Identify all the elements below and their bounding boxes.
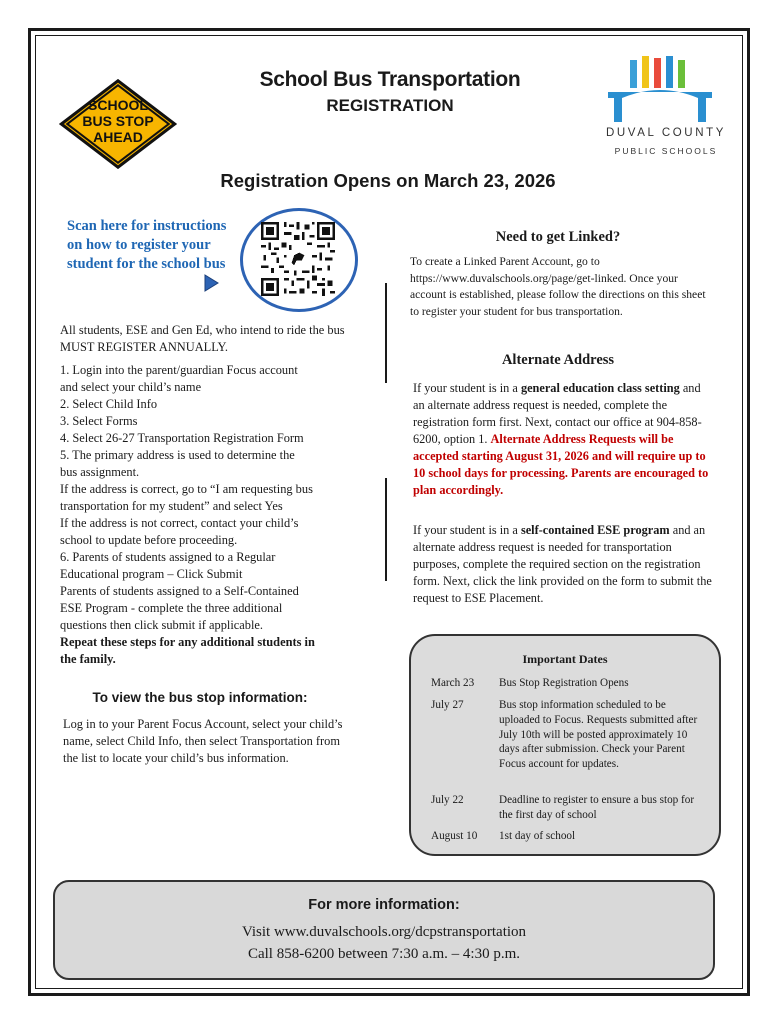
alternate-address-heading: Alternate Address <box>501 352 615 368</box>
scan-instructions-text: Scan here for instructions on how to register your student for the school bus <box>67 218 227 272</box>
alt-text-bold: general education class setting <box>520 381 680 395</box>
date-cell: August 10 <box>431 830 478 842</box>
date-cell: July 22 <box>431 794 464 806</box>
registration-steps-list <box>60 362 368 668</box>
step-line: 5. The primary address is used to determine the <box>60 448 295 462</box>
step-line: transportation for my student” and select Yes <box>60 499 283 513</box>
bus-stop-info-text: Log in to your Parent Focus Account, select your child’s name, select Child Info, then select Transportation from the list to locate your child’s bus information. <box>63 717 343 765</box>
step-line: and select your child’s name <box>60 380 202 394</box>
alt-text-pre: If your student is in a <box>413 381 521 395</box>
ese-text-post: and an alternate address request is needed for transportation purposes, complete the required section on the registration form. Next, click the link provided on the form to submit the request to ESE Placement. <box>413 523 712 605</box>
more-info-heading: For more information: <box>308 897 460 913</box>
logo-text-county: DUVAL COUNTY <box>605 127 727 139</box>
date-cell: July 27 <box>431 699 464 711</box>
sign-line-1: SCHOOL <box>88 97 148 113</box>
qr-code-icon[interactable] <box>261 222 335 296</box>
ese-text-bold: self-contained ESE program <box>520 523 670 537</box>
step-line: school to update before proceeding. <box>60 533 238 547</box>
bus-stop-info-heading: To view the bus stop information: <box>92 690 308 705</box>
step-line: 1. Login into the parent/guardian Focus account <box>60 363 298 377</box>
event-cell: 1st day of school <box>499 830 576 842</box>
step-line: If the address is not correct, contact your child’s <box>60 516 299 530</box>
play-arrow-icon <box>203 274 219 292</box>
registration-opens-banner: Registration Opens on March 23, 2026 <box>220 170 556 191</box>
step-line: Parents of students assigned to a Self-Contained <box>60 584 299 598</box>
sign-line-2: BUS STOP <box>82 113 154 129</box>
step-line: 3. Select Forms <box>60 414 138 428</box>
event-cell: Deadline to register to ensure a bus stop for the first day of school <box>499 794 695 821</box>
alternate-address-text <box>413 380 713 499</box>
event-cell: Bus Stop Registration Opens <box>499 677 629 689</box>
school-bus-stop-sign-icon <box>59 79 177 169</box>
step-line: 4. Select 26-27 Transportation Registration Form <box>60 431 304 445</box>
step-line: bus assignment. <box>60 465 140 479</box>
repeat-steps-note-cont: the family. <box>60 652 116 666</box>
step-line: 6. Parents of students assigned to a Regular <box>60 550 276 564</box>
phone-line: Call 858-6200 between 7:30 a.m. – 4:30 p.m. <box>247 946 521 962</box>
alt-warning-text: Alternate Address Requests will be accepted starting August 31, 2026 and will require up to 10 school days for processing. Parents are encouraged to plan accordingly. <box>413 432 709 497</box>
event-cell: Bus stop information scheduled to be uploaded to Focus. Requests submitted after July 10th will be posted approximately 10 days after submission. Check your Parent Focus account for updates. <box>499 699 698 771</box>
step-line: Educational program – Click Submit <box>60 567 243 581</box>
logo-text-schools: PUBLIC SCHOOLS <box>614 146 718 156</box>
date-cell: March 23 <box>431 677 475 689</box>
get-linked-heading: Need to get Linked? <box>495 229 621 245</box>
column-divider <box>385 283 387 383</box>
get-linked-text: To create a Linked Parent Account, go to https://www.duvalschools.org/page/get-linked. Once your account is established, please follow the directions on this sheet to register your student for bus transportation. <box>410 255 706 318</box>
alt-text-post: and an alternate address request is needed, complete the registration form first. Next, contact our office at 904-858-6200, option 1. <box>413 381 702 446</box>
page-subtitle: REGISTRATION <box>326 96 454 115</box>
step-line: If the address is correct, go to “I am requesting bus <box>60 482 313 496</box>
page-title: School Bus Transportation <box>259 68 521 91</box>
website-line[interactable]: Visit www.duvalschools.org/dcpstransportation <box>241 924 527 940</box>
step-line: ESE Program - complete the three additional <box>60 601 283 615</box>
repeat-steps-note: Repeat these steps for any additional students in <box>60 635 315 649</box>
ese-text-pre: If your student is in a <box>413 523 521 537</box>
intro-paragraph: All students, ESE and Gen Ed, who intend to ride the bus MUST REGISTER ANNUALLY. <box>60 323 345 354</box>
column-divider <box>385 478 387 581</box>
important-dates-heading: Important Dates <box>522 652 608 666</box>
step-line: questions then click submit if applicable. <box>60 618 264 632</box>
ese-address-text <box>413 522 713 607</box>
sign-line-3: AHEAD <box>93 129 143 145</box>
step-line: 2. Select Child Info <box>60 397 158 411</box>
